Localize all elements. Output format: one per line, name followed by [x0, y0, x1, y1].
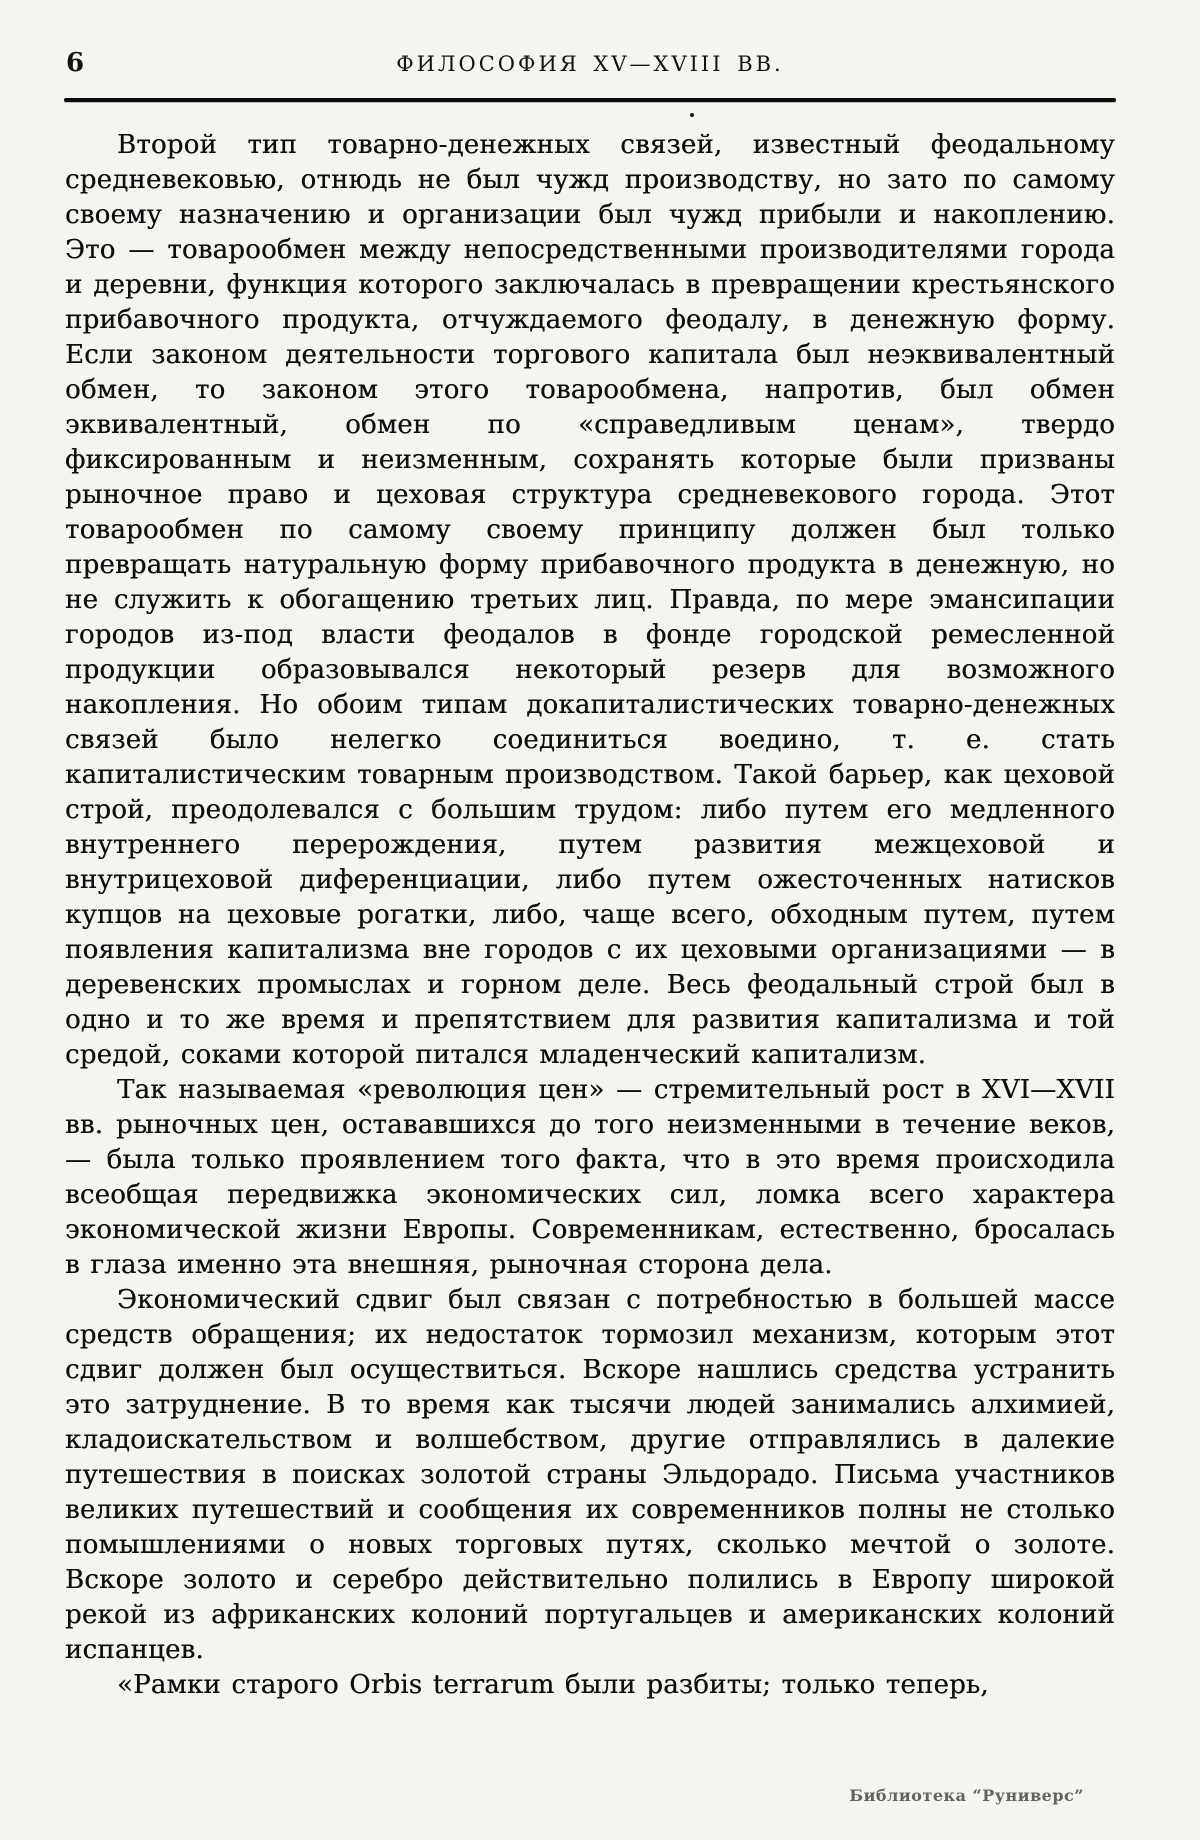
- paragraph-2: Так называемая «революция цен» — стремительный рост в XVI—XVII вв. рыночных цен, остававшихся до того неизменными в течение веков, — была только проявлением того факта, что в это время происходила всеобщая передвижка экономических сил, ломка всего характера экономической жизни Европы. Современникам, естественно, бросалась в глаза именно эта внешняя, рыночная сторона дела.: [65, 1075, 1115, 1280]
- paragraph-3: Экономический сдвиг был связан с потребностью в большей массе средств обращения; их недостаток тормозил механизм, которым этот сдвиг должен был осуществиться. Вскоре нашлись средства устранить это затруднение. В то время как тысячи людей занимались алхимией, кладоискательством и волшебством, другие отправлялись в далекие путешествия в поисках золотой страны Эльдорадо. Письма участников великих путешествий и сообщения их современников полны не столько помышлениями о новых торговых путях, сколько мечтой о золоте. Вскоре золото и серебро действительно полились в Европу широкой рекой из африканских колоний португальцев и американских колоний испанцев.: [65, 1285, 1115, 1665]
- body-text: [65, 128, 1115, 1703]
- header-rule: [64, 98, 1116, 102]
- running-header: ФИЛОСОФИЯ XV—XVIII ВВ.: [396, 52, 784, 76]
- ink-speck: [690, 113, 694, 117]
- page-number: 6: [66, 48, 86, 78]
- paragraph-4: «Рамки старого Orbis terrarum были разбиты; только теперь,: [117, 1670, 989, 1700]
- library-watermark: Библиотека “Руниверс”: [849, 1786, 1084, 1805]
- paragraph-1: Второй тип товарно-денежных связей, известный феодальному средневековью, отнюдь не был чужд производству, но зато по самому своему назначению и организации был чужд прибыли и накоплению. Это — товарообмен между непосредственными производителями города и деревни, функция которого заключалась в превращении крестьянского прибавочного продукта, отчуждаемого феодалу, в денежную форму. Если законом деятельности торгового капитала был неэквивалентный обмен, то законом этого товарообмена, напротив, был обмен эквивалентный, обмен по «справедливым ценам», твердо фиксированным и неизменным, сохранять которые были призваны рыночное право и цеховая структура средневекового города. Этот товарообмен по самому своему принципу должен был только превращать натуральную форму прибавочного продукта в денежную, но не служить к обогащению третьих лиц. Правда, по мере эмансипации городов из-под власти феодалов в фонде городской ремесленной продукции образовывался некоторый резерв для возможного накопления. Но обоим типам докапиталистических товарно-денежных связей было нелегко соединиться воедино, т. е. стать капиталистическим товарным производством. Такой барьер, как цеховой строй, преодолевался с большим трудом: либо путем его медленного внутреннего перерождения, путем развития межцеховой и внутрицеховой диференциации, либо путем ожесточенных натисков купцов на цеховые рогатки, либо, чаще всего, обходным путем, путем появления капитализма вне городов с их цеховыми организациями — в деревенских промыслах и горном деле. Весь феодальный строй был в одно и то же время и препятствием для развития капитализма и той средой, соками которой питался младенческий капитализм.: [65, 130, 1115, 1070]
